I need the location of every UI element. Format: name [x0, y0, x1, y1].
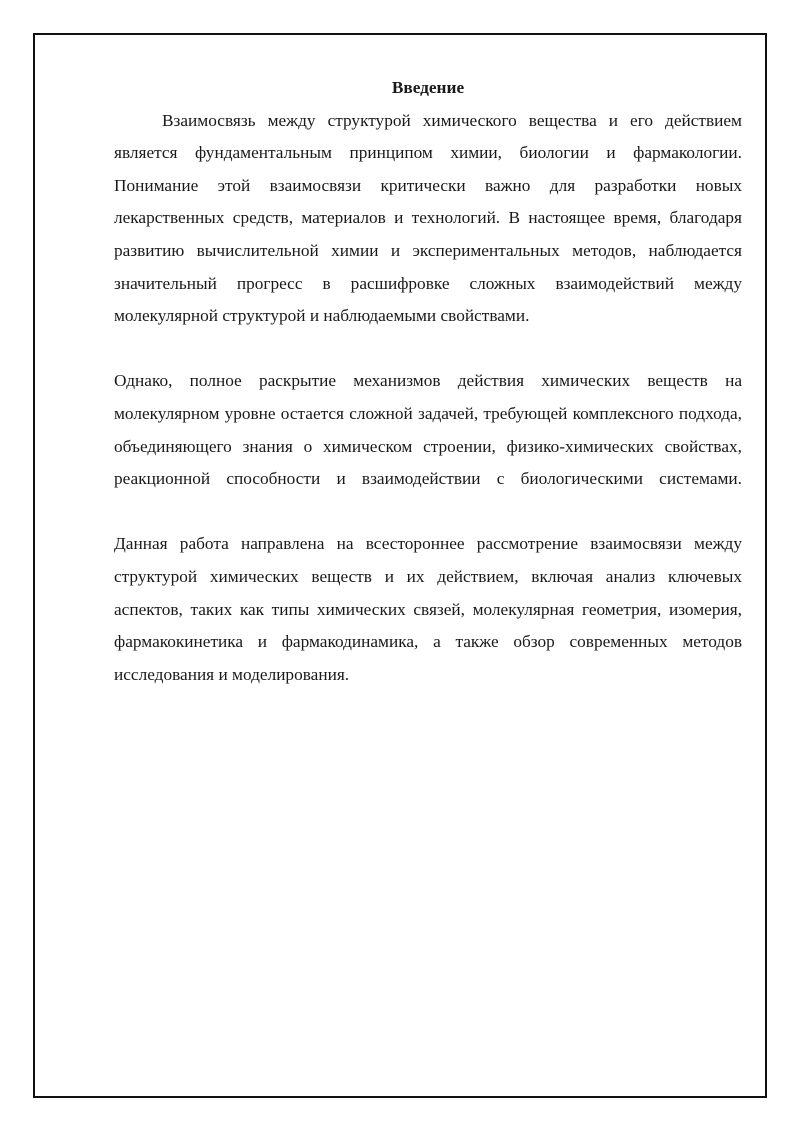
document-body: [114, 72, 742, 691]
section-title: Введение: [391, 78, 465, 97]
paragraph-1: Взаимосвязь между структурой химического вещества и его действием является фундаментальным принципом химии, биологии и фармакологии. Понимание этой взаимосвязи критически важно для разработки новых лекарственных средств, материалов и технологий. В настоящее время, благодаря развитию вычислительной химии и экспериментальных методов, наблюдается значительный прогресс в расшифровке сложных взаимодействий между молекулярной структурой и наблюдаемыми свойствами.: [114, 110, 742, 326]
paragraph-gap: [114, 496, 742, 529]
paragraph-gap: [114, 333, 742, 366]
paragraph-2: Однако, полное раскрытие механизмов действия химических веществ на молекулярном уровне остается сложной задачей, требующей комплексного подхода, объединяющего знания о химическом строении, физико-химических свойствах, реакционной способности и взаимодействии с биологическими системами.: [114, 371, 742, 489]
paragraph-3: Данная работа направлена на всестороннее рассмотрение взаимосвязи между структурой химических веществ и их действием, включая анализ ключевых аспектов, таких как типы химических связей, молекулярная геометрия, изомерия, фармакокинетика и фармакодинамика, а также обзор современных методов исследования и моделирования.: [114, 534, 742, 684]
